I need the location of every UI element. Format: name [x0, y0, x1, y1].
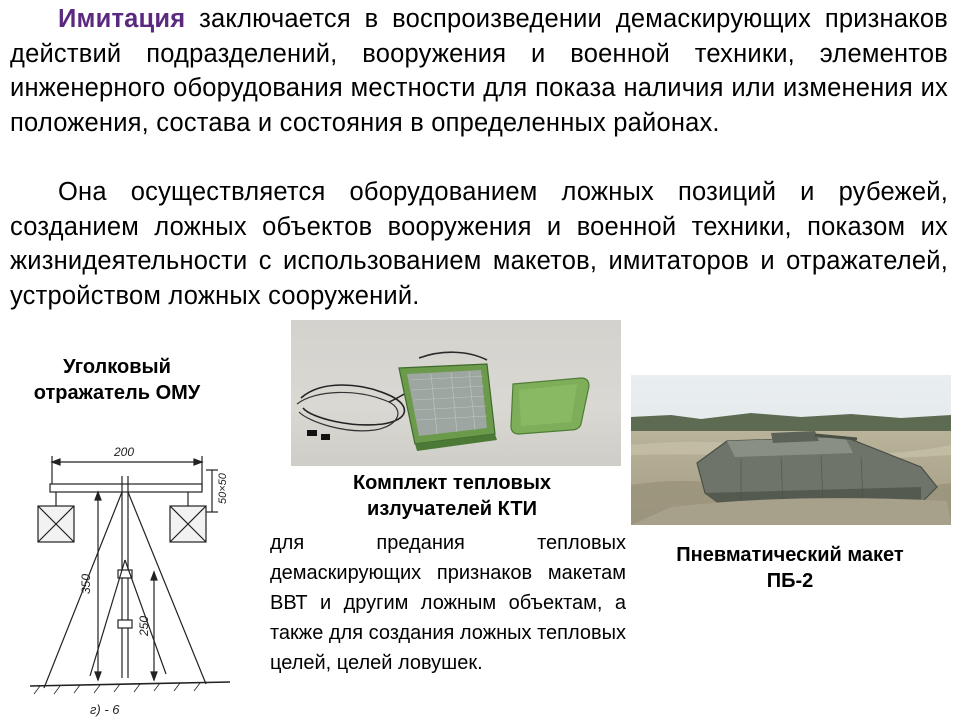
dim-right-label: 50×50: [217, 473, 229, 504]
pb2-photo: [631, 375, 951, 525]
intro-paragraph-1-text: заключается в воспроизведении демаскирующих признаков действий подразделений, вооружения и военной техники, элементов инженерного оборудования местности для показа наличия или изменения их положения, состава и состояния в определенных районах.: [10, 5, 948, 137]
kti-caption: Комплект тепловых излучателей КТИ: [352, 472, 552, 520]
omu-drawing: [30, 440, 245, 720]
kti-photo-illustration: [291, 320, 621, 466]
kti-description: для предания тепловых демаскирующих признаков макетам ВВТ и другим ложным объектам, а также для создания ложных тепловых целей, целей ловушек.: [270, 532, 626, 674]
omu-technical-drawing: [30, 440, 245, 720]
term-imitation: Имитация: [58, 5, 186, 33]
pb2-photo-illustration: [631, 375, 951, 525]
dim-top-label: 200: [114, 445, 135, 459]
dim-left-height-label: 350: [79, 573, 93, 594]
intro-paragraph-2: Она осуществляется оборудованием ложных позиций и рубежей, созданием ложных объектов вооружения и военной техники, показом их жизнидеятельности с использованием макетов, имитаторов и отражателей, устройством ложных сооружений.: [10, 178, 948, 310]
intro-paragraph-1: [10, 2, 948, 140]
kti-photo: [291, 320, 621, 466]
pb2-caption: Пневматический макет ПБ-2: [676, 544, 904, 592]
omu-caption: Уголковый отражатель ОМУ: [33, 356, 201, 404]
figure-label: г) - 6: [90, 702, 120, 717]
dim-center-height-label: 250: [137, 615, 151, 636]
